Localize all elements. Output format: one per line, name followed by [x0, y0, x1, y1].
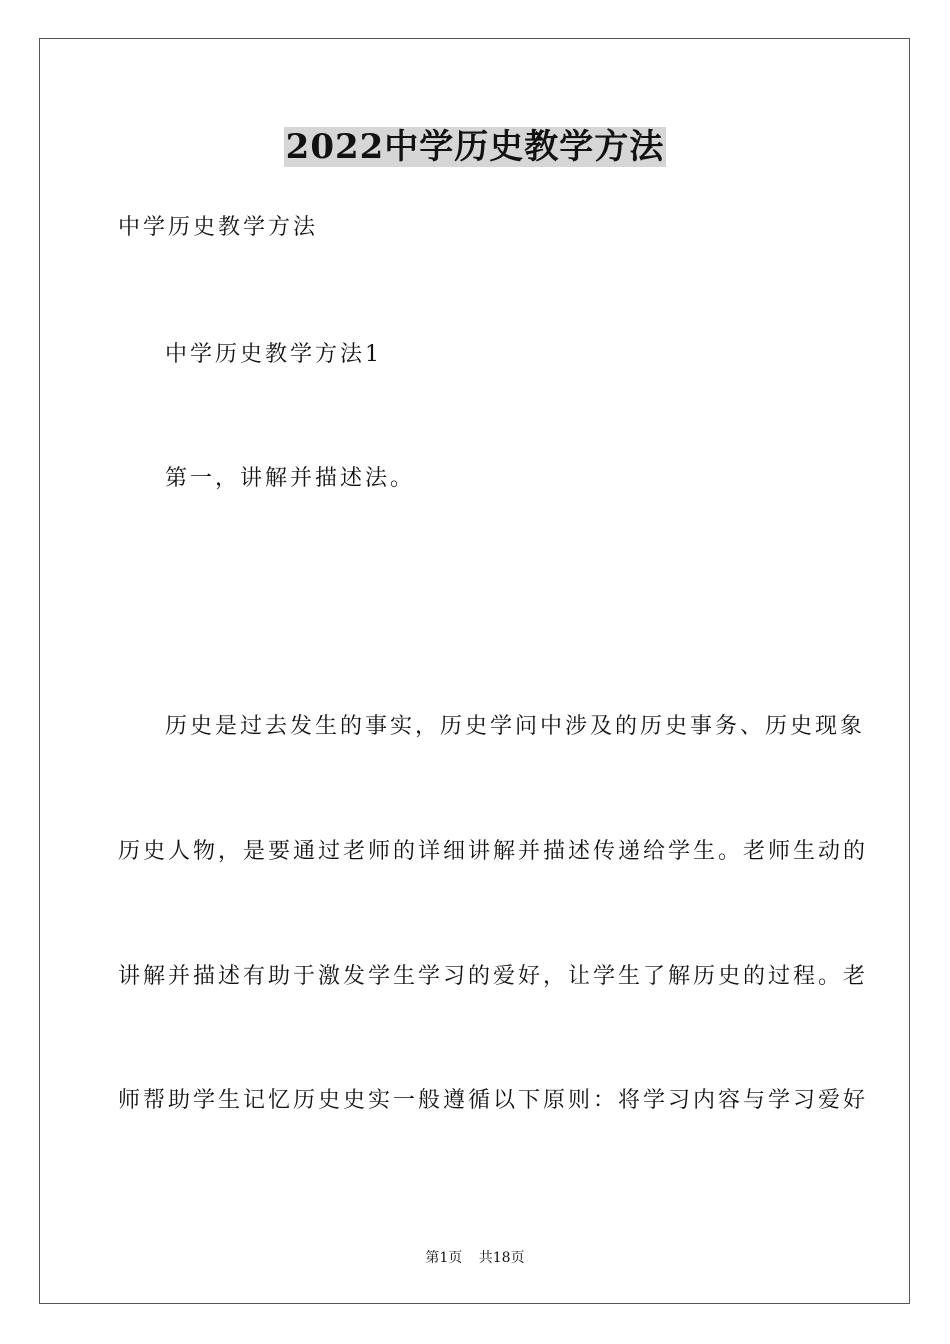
document-subtitle: 中学历史教学方法	[118, 215, 319, 240]
page-footer	[0, 1247, 950, 1267]
page-number: 第1页	[425, 1250, 463, 1266]
point-heading: 第一，讲解并描述法。	[165, 466, 416, 491]
page-total: 共18页	[478, 1250, 525, 1266]
paragraph-line: 师帮助学生记忆历史史实一般遵循以下原则：将学习内容与学习爱好	[118, 1088, 869, 1113]
document-title: 2022中学历史教学方法	[285, 127, 665, 167]
section-heading: 中学历史教学方法1	[165, 342, 382, 367]
paragraph-line: 讲解并描述有助于激发学生学习的爱好，让学生了解历史的过程。老	[118, 964, 869, 989]
paragraph-line: 历史是过去发生的事实，历史学问中涉及的历史事务、历史现象	[165, 714, 866, 739]
document-title-wrap	[0, 124, 950, 170]
paragraph-line: 历史人物，是要通过老师的详细讲解并描述传递给学生。老师生动的	[118, 839, 869, 864]
